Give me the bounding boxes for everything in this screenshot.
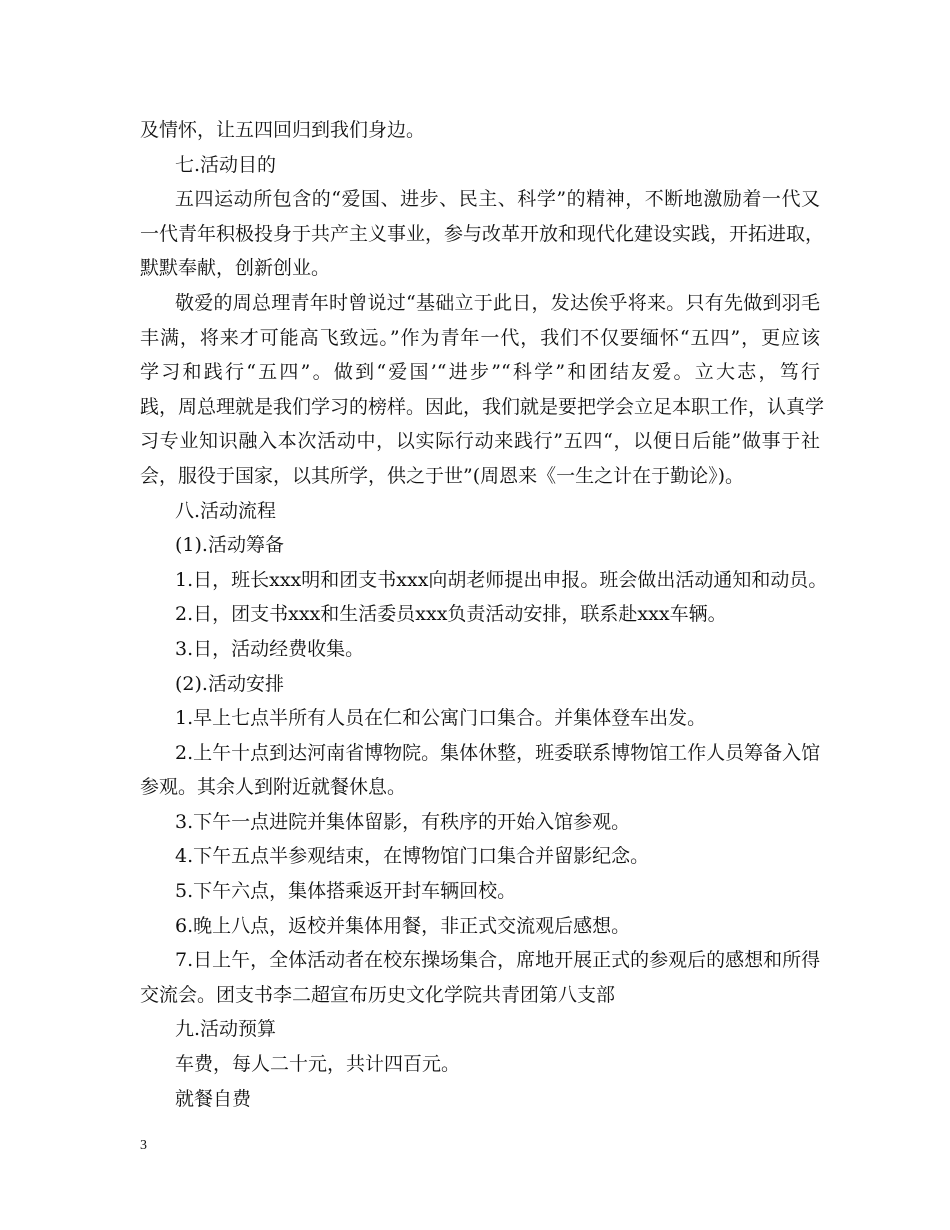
text-line: 1.日，班长xxx明和团支书xxx向胡老师提出申报。班会做出活动通知和动员。: [175, 568, 828, 591]
text-line: 五四运动所包含的“爱国、进步、民主、科学”的精神，不断地激励着一代又: [175, 188, 820, 211]
text-line: (1).活动筹备: [175, 534, 284, 557]
text-line: 2.上午十点到达河南省博物院。集体休整，班委联系博物馆工作人员筹备入馆: [175, 741, 821, 764]
page-number: 3: [140, 1138, 147, 1153]
text-line: 九.活动预算: [175, 1018, 277, 1041]
text-line: 八.活动流程: [175, 499, 277, 522]
text-line: 3.下午一点进院并集体留影，有秩序的开始入馆参观。: [175, 810, 631, 833]
text-line: 践，周总理就是我们学习的榜样。因此，我们就是要把学会立足本职工作，认真学: [140, 395, 825, 418]
text-line: 丰满，将来才可能高飞致远。”作为青年一代，我们不仅要缅怀“五四”，更应该: [140, 326, 820, 349]
text-line: 5.下午六点，集体搭乘返开封车辆回校。: [175, 880, 517, 903]
text-line: 七.活动目的: [175, 153, 277, 176]
text-line: 学习和践行“五四”。做到“爱国’“进步”“科学”和团结友爱。立大志，笃行: [140, 361, 820, 384]
text-line: 就餐自费: [175, 1087, 252, 1110]
text-line: 一代青年积极投身于共产主义事业，参与改革开放和现代化建设实践，开拓进取，: [140, 222, 825, 245]
text-line: 1.早上七点半所有人员在仁和公寓门口集合。并集体登车出发。: [175, 707, 707, 730]
text-line: 6.晚上八点，返校并集体用餐，非正式交流观后感想。: [175, 914, 631, 937]
text-line: 参观。其余人到附近就餐休息。: [140, 776, 407, 799]
text-line: 交流会。团支书李二超宣布历史文化学院共青团第八支部: [140, 983, 616, 1006]
text-line: 敬爱的周总理青年时曾说过“基础立于此日，发达俟乎将来。只有先做到羽毛: [175, 291, 820, 314]
text-line: (2).活动安排: [175, 672, 284, 695]
text-line: 4.下午五点半参观结束，在博物馆门口集合并留影纪念。: [175, 845, 650, 868]
text-line: 及情怀，让五四回归到我们身边。: [140, 119, 426, 141]
body-text: [140, 113, 828, 1116]
text-line: 默默奉献，创新创业。: [140, 257, 331, 280]
text-line: 2.日，团支书xxx和生活委员xxx负责活动安排，联系赴xxx车辆。: [175, 603, 727, 626]
text-line: 车费，每人二十元，共计四百元。: [175, 1053, 461, 1076]
text-line: 7.日上午，全体活动者在校东操场集合，席地开展正式的参观后的感想和所得: [175, 949, 821, 972]
text-line: 会，服役于国家，以其所学，供之于世”(周恩来《一生之计在于勤论》)。: [140, 464, 745, 487]
text-line: 3.日，活动经费收集。: [175, 637, 365, 660]
text-line: 习专业知识融入本次活动中，以实际行动来践行”五四“，以便日后能”做事于社: [140, 430, 820, 453]
